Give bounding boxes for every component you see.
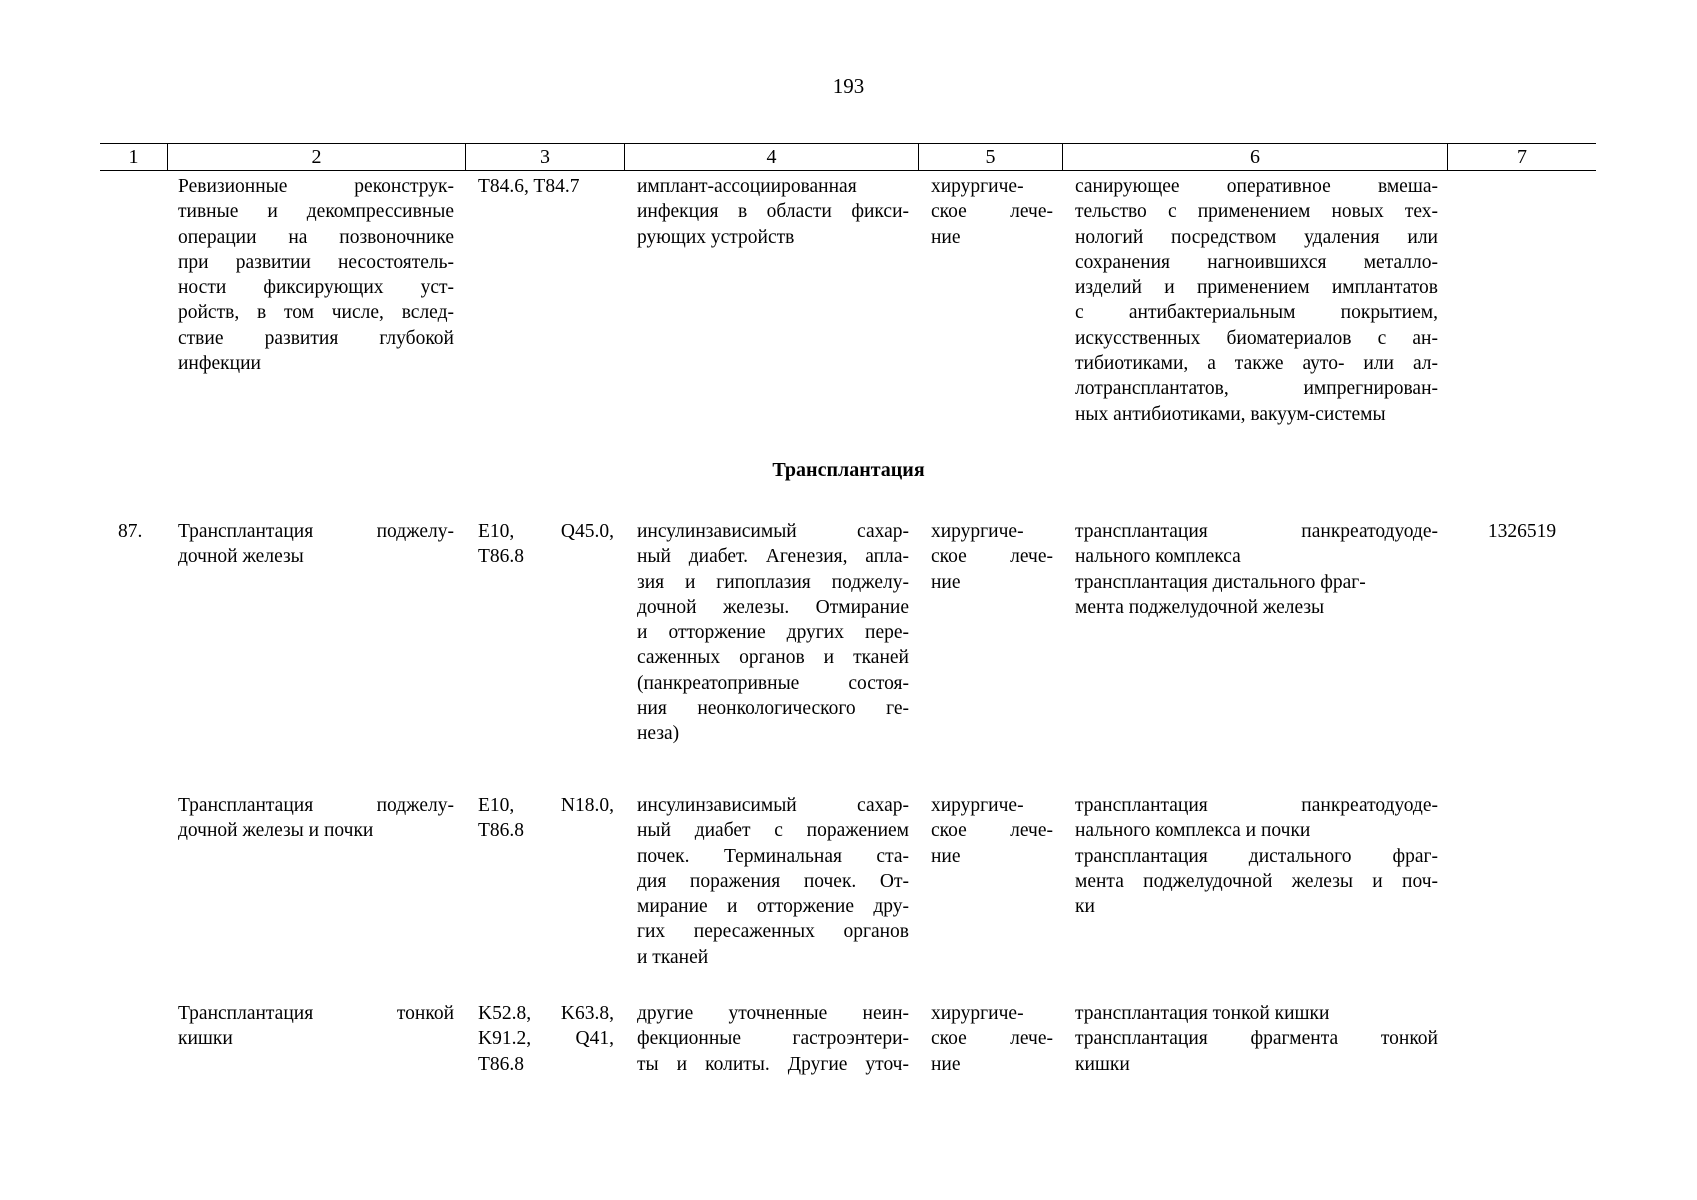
text-line: инфекция в области фикси- [637,201,909,223]
text-line: хирургиче- [931,795,1024,816]
row-model-cell [637,174,909,250]
row-method-cell [1075,519,1438,620]
table-header-row [100,144,1596,171]
row-name-cell [178,1001,454,1052]
text-line: T86.8 [478,546,525,568]
text-line: дочной железы [178,546,304,568]
text-line: неза) [637,723,680,745]
table-header-bottom-border [100,170,1596,171]
row-treatment-cell [931,174,1053,250]
text-line: почек. Терминальная ста- [637,845,909,867]
text-line: нального комплекса и почки [1075,820,1311,842]
text-line: тибиотиками, а также ауто- или ал- [1075,353,1438,375]
text-line: с антибактериальным покрытием, [1075,302,1438,324]
text-line: кишки [1075,1053,1130,1075]
text-line: другие уточненные неин- [637,1003,909,1024]
text-line: Трансплантация поджелу- [178,795,454,816]
text-line: хирургиче- [931,521,1024,542]
text-line: санирующее оперативное вмеша- [1075,176,1438,197]
text-line: фекционные гастроэнтери- [637,1028,909,1050]
text-line: нологий посредством удаления или [1075,226,1438,248]
text-line: E10, Q45.0, [478,521,614,542]
row-model-cell [637,793,909,970]
text-line: 87. [118,521,143,542]
text-line: ское лече- [931,201,1053,223]
text-line: мента поджелудочной железы и поч- [1075,870,1438,892]
header-col-6: 6 [1062,144,1447,171]
row-codes-cell [478,174,614,199]
text-line: дия поражения почек. От- [637,870,909,892]
text-line: ние [931,845,961,867]
text-line: E10, N18.0, [478,795,614,816]
text-line: ское лече- [931,546,1053,568]
text-line: трансплантация панкреатодуоде- [1075,795,1438,816]
text-line: K91.2, Q41, [478,1028,614,1050]
text-line: и тканей [637,946,709,968]
text-line: зия и гипоплазия поджелу- [637,571,909,593]
header-col-4: 4 [624,144,918,171]
text-line: сохранения нагноившихся металло- [1075,251,1438,273]
text-line: трансплантация дистального фраг- [1075,571,1366,593]
row-model-cell [637,519,909,747]
text-line: дочной железы и почки [178,820,374,842]
text-line: ское лече- [931,1028,1053,1050]
row-method-cell [1075,793,1438,919]
text-line: T84.6, T84.7 [478,176,580,197]
row-codes-cell [478,1001,614,1077]
header-col-3: 3 [465,144,624,171]
header-col-5: 5 [918,144,1062,171]
header-col-7: 7 [1447,144,1596,171]
header-col-1: 1 [128,146,139,168]
row-treatment-cell [931,793,1053,869]
text-line: ный диабет с поражением [637,820,909,842]
page-number: 193 [832,74,865,98]
text-line: Ревизионные реконструк- [178,176,454,197]
row-model-cell [637,1001,909,1077]
text-line: инфекции [178,353,261,375]
text-line: ки [1075,896,1095,918]
text-line: и отторжение других пере- [637,622,909,644]
text-line: дочной железы. Отмирание [637,596,909,618]
text-line: имплант-ассоциированная [637,176,857,197]
text-line: хирургиче- [931,176,1024,197]
text-line: нального комплекса [1075,546,1241,568]
header-col-2: 2 [167,144,465,171]
text-line: ние [931,1053,961,1075]
text-line: лотрансплантатов, импрегнирован- [1075,378,1438,400]
text-line: тивные и декомпрессивные [178,201,454,223]
text-line: операции на позвоночнике [178,226,454,248]
row-cost-cell [1460,519,1584,544]
text-line: тельство с применением новых тех- [1075,201,1438,223]
text-line: трансплантация панкреатодуоде- [1075,521,1438,542]
text-line: Трансплантация тонкой [178,1003,454,1024]
text-line: K52.8, K63.8, [478,1003,614,1024]
row-codes-cell [478,793,614,844]
text-line: при развитии несостоятель- [178,251,454,273]
text-line: хирургиче- [931,1003,1024,1024]
text-line: трансплантация фрагмента тонкой [1075,1028,1438,1050]
row-number-cell [118,519,158,544]
row-treatment-cell [931,519,1053,595]
text-line: T86.8 [478,1053,525,1075]
text-line: изделий и применением имплантатов [1075,277,1438,299]
text-line: ности фиксирующих уст- [178,277,454,299]
text-line: трансплантация тонкой кишки [1075,1003,1330,1024]
text-line: рующих устройств [637,226,795,248]
text-line: инсулинзависимый сахар- [637,795,909,816]
text-line: ние [931,571,961,593]
row-name-cell [178,174,454,376]
section-title: Трансплантация [772,459,925,481]
text-line: кишки [178,1028,233,1050]
row-name-cell [178,793,454,844]
text-line: ние [931,226,961,248]
text-line: трансплантация дистального фраг- [1075,845,1438,867]
text-line: саженных органов и тканей [637,647,909,669]
text-line: мирание и отторжение дру- [637,896,909,918]
text-line: ных антибиотиками, вакуум-системы [1075,403,1386,425]
text-line: ты и колиты. Другие уточ- [637,1053,909,1075]
text-line: искусственных биоматериалов с ан- [1075,327,1438,349]
text-line: гих пересаженных органов [637,921,909,943]
text-line: ройств, в том числе, вслед- [178,302,454,324]
row-treatment-cell [931,1001,1053,1077]
row-method-cell [1075,174,1438,427]
text-line: T86.8 [478,820,525,842]
text-line: (панкреатопривные состоя- [637,672,909,694]
text-line: мента поджелудочной железы [1075,596,1325,618]
text-line: ния неонкологического ге- [637,698,909,720]
row-name-cell [178,519,454,570]
text-line: инсулинзависимый сахар- [637,521,909,542]
text-line: ское лече- [931,820,1053,842]
row-codes-cell [478,519,614,570]
text-line: Трансплантация поджелу- [178,521,454,542]
text-line: ный диабет. Агенезия, апла- [637,546,909,568]
text-line: 1326519 [1487,521,1557,542]
text-line: ствие развития глубокой [178,327,454,349]
row-method-cell [1075,1001,1438,1077]
